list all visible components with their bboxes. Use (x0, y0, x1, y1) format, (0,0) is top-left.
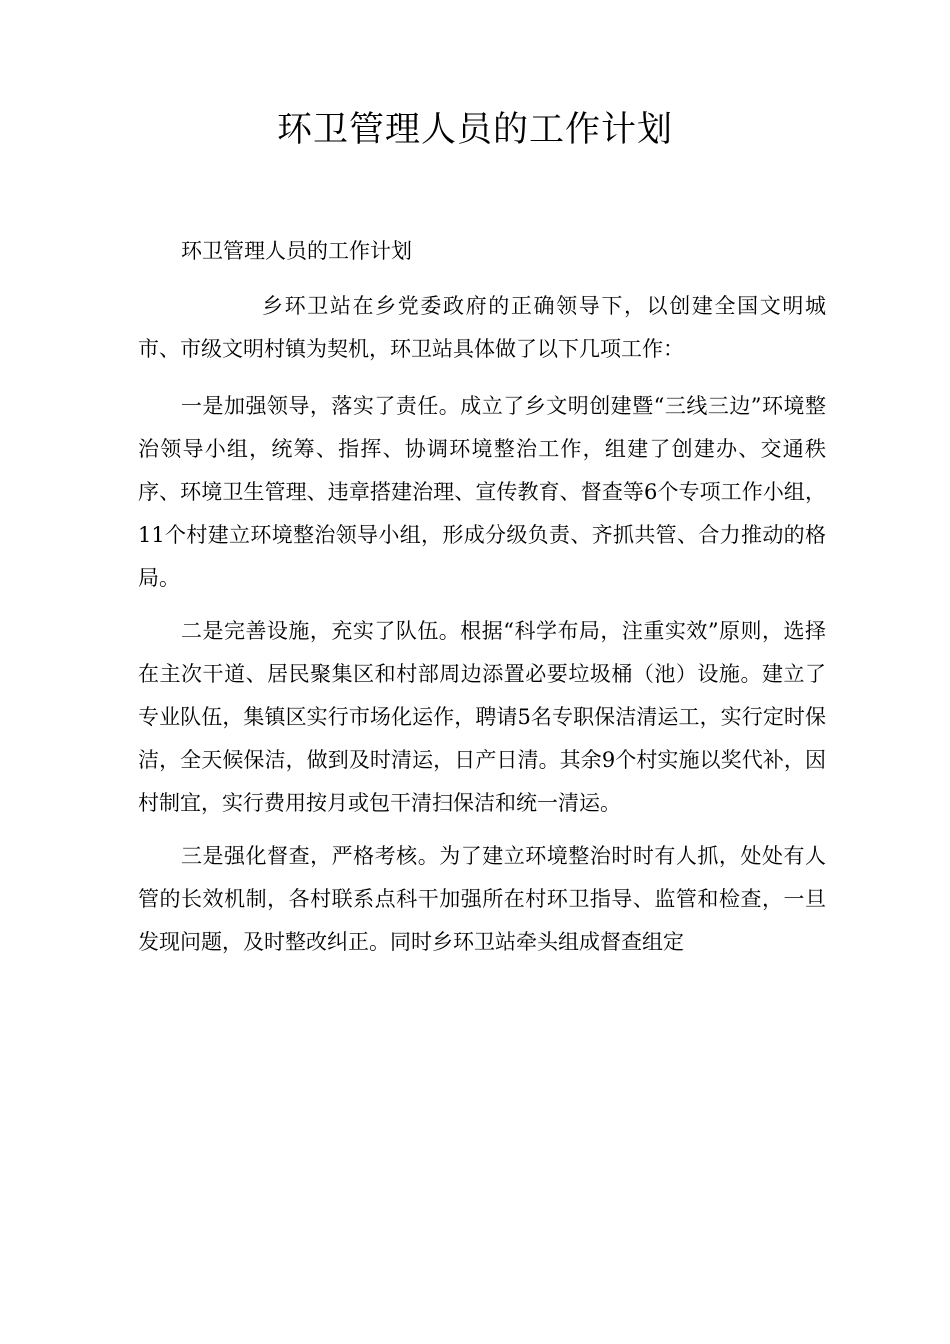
paragraph-facilities: 二是完善设施，充实了队伍。根据“科学布局，注重实效”原则，选择在主次干道、居民聚集区和村部周边添置必要垃圾桶（池）设施。建立了专业队伍，集镇区实行市场化运作，聘请5名专职保洁清运工，实行定时保洁，全天候保洁，做到及时清运，日产日清。其余9个村实施以奖代补，因村制宜，实行费用按月或包干清扫保洁和统一清运。 (138, 619, 826, 815)
document-title: 环卫管理人员的工作计划 (276, 110, 673, 150)
document-subtitle: 环卫管理人员的工作计划 (181, 239, 412, 263)
document-body (138, 230, 826, 974)
paragraph-intro: 乡环卫站在乡党委政府的正确领导下，以创建全国文明城市、市级文明村镇为契机，环卫站具体做了以下几项工作： (138, 294, 826, 361)
paragraph-supervision: 三是强化督查，严格考核。为了建立环境整治时时有人抓，处处有人管的长效机制，各村联系点科干加强所在村环卫指导、监管和检查，一旦发现问题，及时整改纠正。同时乡环卫站牵头组成督查组定 (138, 844, 826, 954)
paragraph-leadership: 一是加强领导，落实了责任。成立了乡文明创建暨“三线三边”环境整治领导小组，统筹、指挥、协调环境整治工作，组建了创建办、交通秩序、环境卫生管理、违章搭建治理、宣传教育、督查等6个专项工作小组，11个村建立环境整治领导小组，形成分级负责、齐抓共管、合力推动的格局。 (138, 394, 826, 590)
